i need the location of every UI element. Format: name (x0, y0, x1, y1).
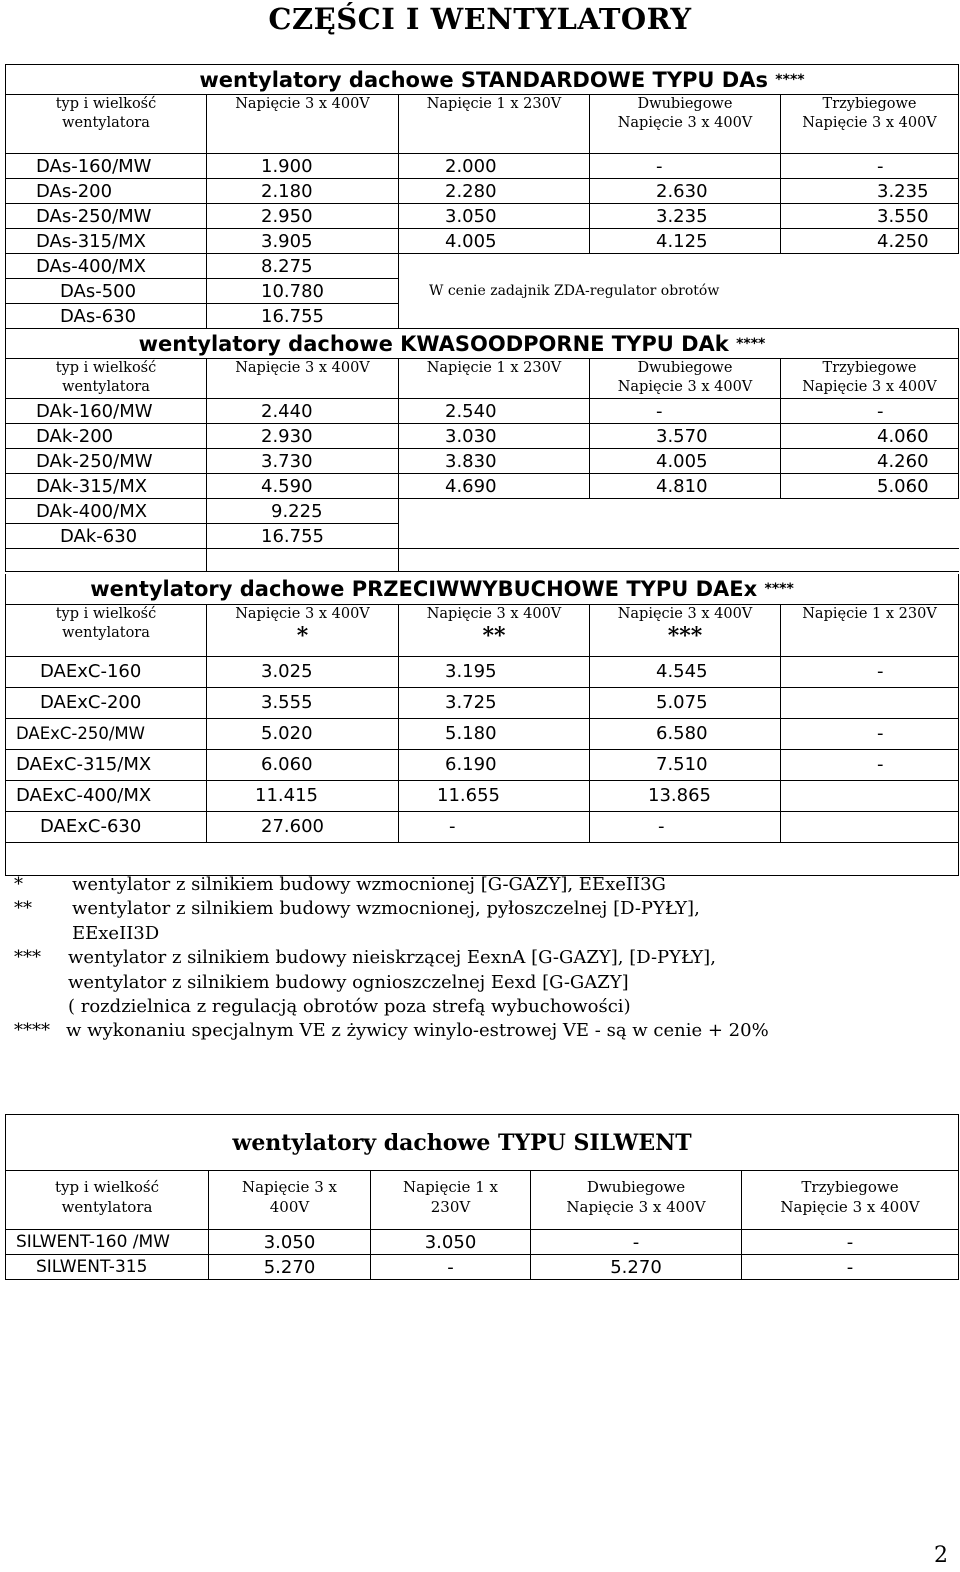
footnote-text: wentylator z silnikiem budowy wzmocnionej [G-GAZY], EExeII3G (72, 874, 666, 895)
fan-model: DAExC-250/MW (6, 718, 207, 749)
price: 10.780 (207, 279, 399, 304)
price: 11.655 (399, 780, 590, 811)
price: 3.235 (590, 204, 781, 229)
table-row (6, 254, 959, 279)
price: 7.510 (590, 749, 781, 780)
fan-model: DAs-200 (6, 179, 207, 204)
footnote-mark: *** (14, 947, 41, 969)
price: 6.060 (207, 749, 399, 780)
price: 3.235 (781, 179, 959, 204)
fan-model: DAs-400/MX (6, 254, 207, 279)
price: 3.025 (207, 656, 399, 687)
table-row (6, 749, 959, 780)
dak-title-row (6, 329, 959, 359)
dak-title-stars: **** (736, 335, 766, 352)
fan-model: DAExC-200 (6, 687, 207, 718)
spacer-row (6, 842, 959, 875)
dak-title: wentylatory dachowe KWASOODPORNE TYPU DAk (138, 331, 729, 356)
fan-model: SILWENT-315 (6, 1255, 209, 1280)
price: 3.195 (399, 656, 590, 687)
page-number: 2 (934, 1543, 948, 1568)
price: 3.730 (207, 449, 399, 474)
daex-header-c2: Napięcie 3 x 400V ** (399, 604, 590, 656)
price: 16.755 (207, 304, 399, 329)
footnote-text: wentylator z silnikiem budowy ognioszczelnej Eexd [G-GAZY] (68, 971, 629, 993)
price: - (781, 749, 959, 780)
das-header-dwu: Dwubiegowe Napięcie 3 x 400V (590, 95, 781, 154)
footnote-mark: **** (14, 1020, 50, 1042)
price: 5.060 (781, 474, 959, 499)
fan-model: DAs-315/MX (6, 229, 207, 254)
daex-title: wentylatory dachowe PRZECIWWYBUCHOWE TYPU DAEx (90, 576, 758, 601)
silwent-title: wentylatory dachowe TYPU SILWENT (6, 1115, 959, 1171)
price: 4.005 (399, 229, 590, 254)
fan-model: DAk-315/MX (6, 474, 207, 499)
table-row (6, 179, 959, 204)
price: 2.630 (590, 179, 781, 204)
table-row (6, 304, 959, 329)
table-row (6, 229, 959, 254)
dak-header-dwu: Dwubiegowe Napięcie 3 x 400V (590, 359, 781, 399)
price (781, 780, 959, 811)
table-row (6, 154, 959, 179)
price: 3.550 (781, 204, 959, 229)
price: 2.280 (399, 179, 590, 204)
table-row (6, 687, 959, 718)
fan-model: DAk-160/MW (6, 399, 207, 424)
price: 2.440 (207, 399, 399, 424)
daex-header-c4: Napięcie 1 x 230V (781, 604, 959, 656)
price: 5.270 (209, 1255, 371, 1280)
price: - (531, 1230, 742, 1255)
table-row (6, 718, 959, 749)
price (781, 687, 959, 718)
price: 27.600 (207, 811, 399, 842)
price: 2.540 (399, 399, 590, 424)
daex-title-stars: **** (764, 580, 794, 597)
page-title: CZĘŚCI I WENTYLATORY (268, 2, 692, 36)
daex-header-type: typ i wielkość wentylatora (6, 604, 207, 656)
price: 2.180 (207, 179, 399, 204)
price: 3.050 (209, 1230, 371, 1255)
price: 4.260 (781, 449, 959, 474)
table-row (6, 811, 959, 842)
dak-header-row (6, 359, 959, 399)
price: - (742, 1255, 959, 1280)
price: 4.590 (207, 474, 399, 499)
fan-model: DAs-630 (6, 304, 207, 329)
price: 3.905 (207, 229, 399, 254)
price: 2.930 (207, 424, 399, 449)
footnote-mark: ** (14, 898, 32, 920)
fan-model: SILWENT-160 /MW (6, 1230, 209, 1255)
price: 13.865 (590, 780, 781, 811)
price: 3.725 (399, 687, 590, 718)
price: - (781, 399, 959, 424)
footnote-text: wentylator z silnikiem budowy nieiskrzącej EexnA [G-GAZY], [D-PYŁY], (68, 947, 716, 969)
das-header-trzy: Trzybiegowe Napięcie 3 x 400V (781, 95, 959, 154)
footnote-mark: * (14, 874, 23, 895)
silwent-header-type: typ i wielkość wentylatora (6, 1171, 209, 1230)
price: 4.060 (781, 424, 959, 449)
das-note: W cenie zadajnik ZDA-regulator obrotów (399, 279, 959, 304)
price: 9.225 (207, 499, 399, 524)
price: 1.900 (207, 154, 399, 179)
footnote-text: w wykonaniu specjalnym VE z żywicy winylo-estrowej VE - są w cenie + 20% (66, 1020, 769, 1042)
price: 4.005 (590, 449, 781, 474)
price: 3.050 (371, 1230, 531, 1255)
table-row (6, 1230, 959, 1255)
fan-model: DAk-630 (6, 524, 207, 549)
das-title-stars: **** (775, 71, 805, 88)
price: 2.000 (399, 154, 590, 179)
das-title-row (6, 65, 959, 95)
daex-header-c3: Napięcie 3 x 400V *** (590, 604, 781, 656)
price: 16.755 (207, 524, 399, 549)
price: - (590, 154, 781, 179)
table-row (6, 499, 959, 524)
price: 8.275 (207, 254, 399, 279)
daex-header-c1: Napięcie 3 x 400V * (207, 604, 399, 656)
price: 4.545 (590, 656, 781, 687)
table-row (6, 399, 959, 424)
price: 3.030 (399, 424, 590, 449)
daex-title-row (6, 574, 959, 604)
price: - (590, 399, 781, 424)
price: 2.950 (207, 204, 399, 229)
dak-header-v3: Napięcie 3 x 400V (207, 359, 399, 399)
silwent-title-row (6, 1115, 959, 1171)
price: 5.075 (590, 687, 781, 718)
silwent-header-row (6, 1171, 959, 1230)
price (781, 811, 959, 842)
table-row (6, 279, 959, 304)
table-row (6, 1255, 959, 1280)
daex-header-row (6, 604, 959, 656)
footnote-text: ( rozdzielnica z regulacją obrotów poza strefą wybuchowości) (68, 995, 631, 1017)
price: 3.050 (399, 204, 590, 229)
price: - (781, 718, 959, 749)
daex-table (5, 574, 959, 876)
price: 5.020 (207, 718, 399, 749)
das-dak-table (5, 64, 959, 572)
price: - (399, 811, 590, 842)
fan-model: DAs-160/MW (6, 154, 207, 179)
fan-model: DAs-500 (6, 279, 207, 304)
price: - (742, 1230, 959, 1255)
fan-model: DAs-250/MW (6, 204, 207, 229)
price: 3.830 (399, 449, 590, 474)
price: - (781, 154, 959, 179)
table-row (6, 656, 959, 687)
fan-model: DAk-250/MW (6, 449, 207, 474)
dak-header-type: typ i wielkość wentylatora (6, 359, 207, 399)
price: - (371, 1255, 531, 1280)
table-row (6, 780, 959, 811)
silwent-header-trzy: Trzybiegowe Napięcie 3 x 400V (742, 1171, 959, 1230)
das-header-v1: Napięcie 1 x 230V (399, 95, 590, 154)
fan-model: DAExC-160 (6, 656, 207, 687)
fan-model: DAk-400/MX (6, 499, 207, 524)
dak-header-trzy: Trzybiegowe Napięcie 3 x 400V (781, 359, 959, 399)
price: 4.810 (590, 474, 781, 499)
table-row (6, 449, 959, 474)
price: 4.125 (590, 229, 781, 254)
price: 5.180 (399, 718, 590, 749)
price: 11.415 (207, 780, 399, 811)
price: 4.250 (781, 229, 959, 254)
silwent-header-v1: Napięcie 1 x 230V (371, 1171, 531, 1230)
silwent-header-v3: Napięcie 3 x 400V (209, 1171, 371, 1230)
table-row (6, 474, 959, 499)
fan-model: DAExC-630 (6, 811, 207, 842)
dak-header-v1: Napięcie 1 x 230V (399, 359, 590, 399)
das-header-row (6, 95, 959, 154)
table-row (6, 524, 959, 549)
fan-model: DAk-200 (6, 424, 207, 449)
das-header-type: typ i wielkość wentylatora (6, 95, 207, 154)
fan-model: DAExC-400/MX (6, 780, 207, 811)
footnote-text: EExeII3D (72, 922, 160, 944)
das-header-v3: Napięcie 3 x 400V (207, 95, 399, 154)
price: - (781, 656, 959, 687)
price: - (590, 811, 781, 842)
fan-model: DAExC-315/MX (6, 749, 207, 780)
das-title: wentylatory dachowe STANDARDOWE TYPU DAs (199, 67, 768, 92)
table-row (6, 204, 959, 229)
footnote-text: wentylator z silnikiem budowy wzmocnionej, pyłoszczelnej [D-PYŁY], (72, 898, 700, 920)
table-row (6, 424, 959, 449)
price: 3.555 (207, 687, 399, 718)
price: 4.690 (399, 474, 590, 499)
price: 6.580 (590, 718, 781, 749)
price: 5.270 (531, 1255, 742, 1280)
silwent-header-dwu: Dwubiegowe Napięcie 3 x 400V (531, 1171, 742, 1230)
silwent-table (5, 1114, 959, 1280)
spacer-row (6, 549, 959, 572)
price: 6.190 (399, 749, 590, 780)
price: 3.570 (590, 424, 781, 449)
